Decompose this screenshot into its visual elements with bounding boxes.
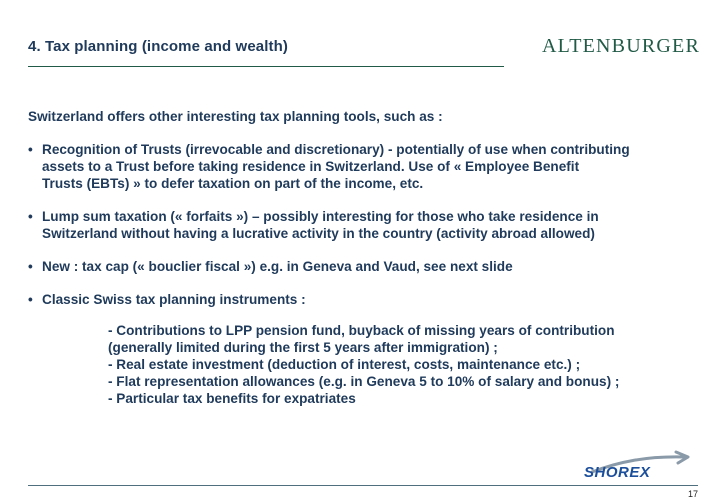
bullet-item-tax-cap	[28, 258, 698, 275]
bullet-line: assets to a Trust before taking residence in Switzerland. Use of « Employee Benefit	[42, 159, 580, 174]
bullet-line: Recognition of Trusts (irrevocable and discretionary) - potentially of use when contributing	[42, 142, 630, 157]
page-number: 17	[687, 489, 698, 499]
bullet-item-lump-sum	[28, 208, 698, 242]
sub-bullet-line: (generally limited during the first 5 years after immigration) ;	[108, 340, 498, 355]
bullet-line: Classic Swiss tax planning instruments :	[42, 292, 306, 307]
sub-bullet-list	[108, 322, 698, 407]
bullet-mark-icon: •	[28, 259, 33, 274]
bullet-line: Lump sum taxation (« forfaits ») – possibly interesting for those who take residence in	[42, 209, 599, 224]
sub-bullet-line: - Flat representation allowances (e.g. in Geneva 5 to 10% of salary and bonus) ;	[108, 374, 620, 389]
header-divider	[28, 66, 504, 67]
altenburger-logo: ALTENBURGER	[541, 35, 700, 57]
intro-text: Switzerland offers other interesting tax planning tools, such as :	[28, 109, 443, 124]
bullet-mark-icon: •	[28, 292, 33, 307]
bullet-line: New : tax cap (« bouclier fiscal ») e.g. in Geneva and Vaud, see next slide	[42, 259, 513, 274]
bullet-mark-icon: •	[28, 209, 33, 224]
slide-content	[28, 108, 698, 423]
bullet-item-trusts	[28, 141, 698, 192]
sub-bullet-line: - Particular tax benefits for expatriates	[108, 391, 356, 406]
sub-bullet-line: - Contributions to LPP pension fund, buyback of missing years of contribution	[108, 323, 615, 338]
shorex-logo-icon	[580, 448, 690, 482]
bullet-mark-icon: •	[28, 142, 33, 157]
footer-divider	[28, 485, 698, 486]
bullet-item-classic-instruments	[28, 291, 698, 407]
sub-bullet-line: - Real estate investment (deduction of interest, costs, maintenance etc.) ;	[108, 357, 581, 372]
shorex-logo-text: SHOREX	[584, 464, 651, 481]
bullet-line: Trusts (EBTs) » to defer taxation on part of the income, etc.	[42, 176, 424, 191]
bullet-line: Switzerland without having a lucrative activity in the country (activity abroad allowed)	[42, 226, 595, 241]
page-title: 4. Tax planning (income and wealth)	[28, 38, 288, 55]
